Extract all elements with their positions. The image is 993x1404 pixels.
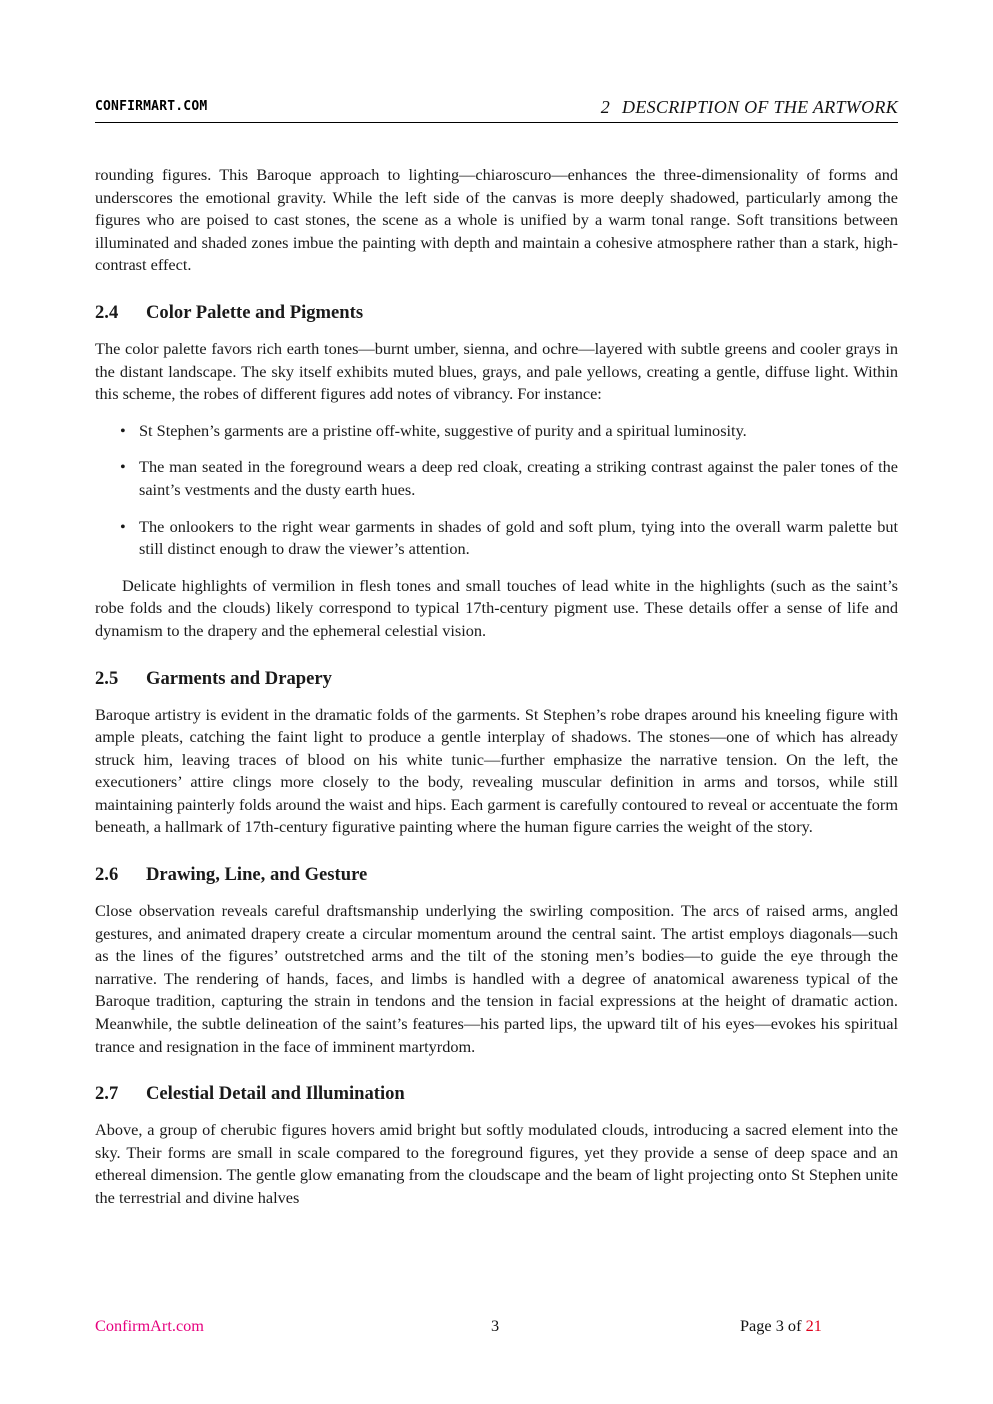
bullet-icon: • — [120, 420, 126, 440]
running-section-title — [601, 97, 898, 118]
section-heading-2-5 — [95, 667, 898, 691]
list-item — [95, 420, 898, 443]
site-logo: CONFIRMART.COM — [95, 99, 208, 114]
paragraph: Delicate highlights of vermilion in flesh tones and small touches of lead white in the highlights (such as the saint’s robe folds and the clouds) likely correspond to typical 17th-century pigment use. These details offer a sense of life and dynamism to the drapery and the ephemeral celestial vision. — [95, 575, 898, 640]
section-number: 2.7 — [95, 1083, 119, 1105]
paragraph: The color palette favors rich earth tones—burnt umber, sienna, and ochre—layered with subtle greens and cooler grays in the distant landscape. The sky itself exhibits muted blues, grays, and pale yellows, creating a gentle, diffuse light. Within this scheme, the robes of different figures add notes of vibrancy. For instance: — [95, 338, 898, 404]
bullet-icon: • — [120, 457, 126, 477]
document-page — [95, 0, 898, 1404]
running-section-number: 2 — [600, 97, 611, 117]
section-heading-2-4 — [95, 301, 898, 325]
list-item-text: St Stephen’s garments are a pristine off-white, suggestive of purity and a spiritual luminosity. — [139, 420, 747, 440]
section-number: 2.5 — [95, 667, 119, 689]
section-number: 2.4 — [95, 301, 119, 323]
section-heading-2-6 — [95, 863, 898, 887]
intro-paragraph: rounding figures. This Baroque approach to lighting—chiaroscuro—enhances the three-dimensionality of forms and underscores the emotional gravity. While the left side of the canvas is more deeply shadowed, particularly among the figures who are poised to cast stones, the scene as a whole is unified by a warm tonal range. Soft transitions between illuminated and shaded zones imbue the painting with depth and maintain a cohesive atmosphere rather than a stark, high-contrast effect. — [95, 165, 898, 275]
paragraph: Above, a group of cherubic figures hovers amid bright but softly modulated clouds, introducing a sacred element into the sky. Their forms are small in scale compared to the foreground figures, yet they provide a sense of deep space and an ethereal dimension. The gentle glow emanating from the cloudscape and the beam of light projecting onto St Stephen unite the terrestrial and divine halves — [95, 1120, 898, 1207]
main-content — [95, 164, 898, 1210]
section-heading-2-7 — [95, 1082, 898, 1106]
section-title: Drawing, Line, and Gesture — [146, 864, 368, 886]
running-header — [95, 97, 898, 123]
page-count-label: Page 3 of — [740, 1316, 802, 1335]
section-number: 2.6 — [95, 864, 119, 886]
total-pages-link[interactable]: 21 — [805, 1316, 822, 1335]
site-link[interactable]: ConfirmArt.com — [95, 1316, 204, 1335]
list-item-text: The man seated in the foreground wears a deep red cloak, creating a striking contrast against the paler tones of the saint’s vestments and the dusty earth hues. — [139, 457, 898, 499]
section-title: Color Palette and Pigments — [146, 301, 364, 323]
page-number: 3 — [491, 1316, 500, 1335]
list-item — [95, 456, 898, 501]
page-count — [740, 1315, 822, 1337]
paragraph: Close observation reveals careful draftsmanship underlying the swirling composition. The arcs of raised arms, angled gestures, and animated drapery create a circular momentum around the central saint. The artist employs diagonals—such as the lines of the figures’ outstretched arms and the tilt of the stoning men’s bodies—to guide the eye through the narrative. The rendering of hands, faces, and limbs is handled with a degree of anatomical awareness typical of the Baroque tradition, capturing the strain in tendons and the tension in facial expressions at the height of dramatic action. Meanwhile, the subtle delineation of the saint’s features—his parted lips, the upward tilt of his eyes—evokes his spiritual trance and resignation in the face of imminent martyrdom. — [95, 901, 898, 1056]
section-title: Celestial Detail and Illumination — [146, 1083, 405, 1105]
list-item-text: The onlookers to the right wear garments in shades of gold and soft plum, tying into the overall warm palette but still distinct enough to draw the viewer’s attention. — [139, 516, 898, 559]
bullet-icon: • — [120, 516, 126, 536]
running-section-name: DESCRIPTION OF THE ARTWORK — [622, 97, 898, 117]
paragraph: Baroque artistry is evident in the dramatic folds of the garments. St Stephen’s robe drapes around his kneeling figure with ample pleats, catching the faint light to produce a gentle interplay of shadows. The stones—one of which has already struck him, leaving traces of blood on his white tunic—further emphasize the narrative tension. On the left, the executioners’ attire clings more closely to the body, revealing muscular definition in arms and torsos, while still maintaining painterly folds around the waist and hips. Each garment is carefully contoured to reveal or accentuate the form beneath, a hallmark of 17th-century figurative painting where the human figure carries the weight of the story. — [95, 704, 898, 837]
section-title: Garments and Drapery — [146, 667, 332, 689]
list-item — [95, 516, 898, 561]
bullet-list — [95, 420, 898, 561]
